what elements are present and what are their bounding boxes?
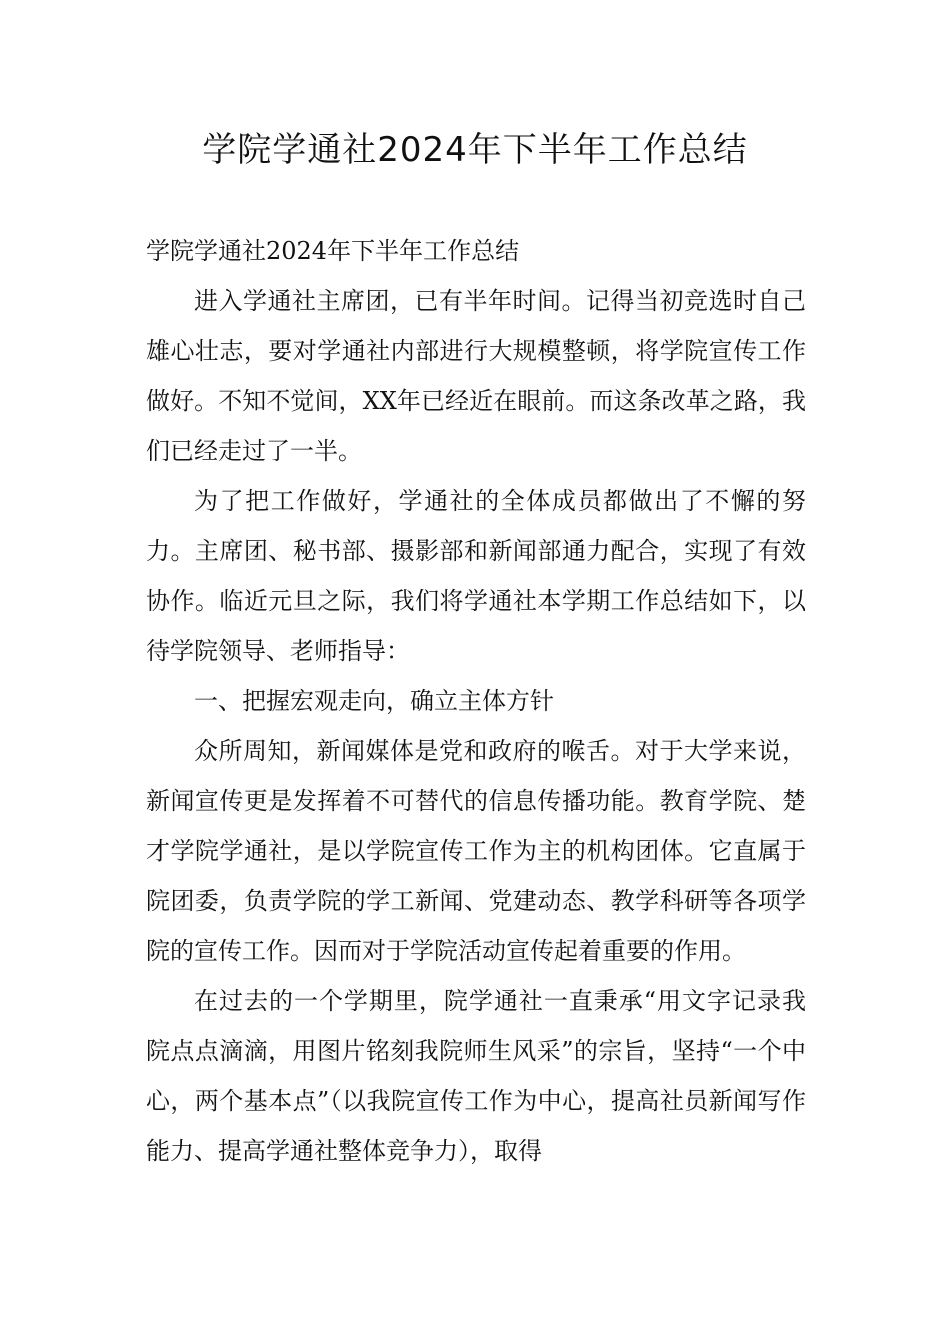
paragraph-effort: 为了把工作做好，学通社的全体成员都做出了不懈的努力。主席团、秘书部、摄影部和新闻部通力配合，实现了有效协作。临近元旦之际，我们将学通社本学期工作总结如下，以待学院领导、老师指导： (146, 487, 806, 665)
section-heading-1: 一、把握宏观走向，确立主体方针 (194, 687, 554, 715)
document-body (146, 226, 806, 1176)
paragraph-media-role: 众所周知，新闻媒体是党和政府的喉舌。对于大学来说，新闻宣传更是发挥着不可替代的信息传播功能。教育学院、楚才学院学通社，是以学院宣传工作为主的机构团体。它直属于院团委，负责学院的学工新闻、党建动态、教学科研等各项学院的宣传工作。因而对于学院活动宣传起着重要的作用。 (146, 737, 806, 965)
paragraph-past-semester: 在过去的一个学期里，院学通社一直秉承“用文字记录我院点点滴滴，用图片铭刻我院师生风采”的宗旨，坚持“一个中心，两个基本点”（以我院宣传工作为中心，提高社员新闻写作能力、提高学通社整体竞争力），取得 (146, 987, 806, 1165)
document-title: 学院学通社2024年下半年工作总结 (202, 130, 748, 170)
document-subtitle: 学院学通社2024年下半年工作总结 (146, 237, 520, 265)
paragraph-intro: 进入学通社主席团，已有半年时间。记得当初竞选时自己雄心壮志，要对学通社内部进行大规模整顿，将学院宣传工作做好。不知不觉间，XX年已经近在眼前。而这条改革之路，我们已经走过了一半。 (146, 287, 806, 465)
